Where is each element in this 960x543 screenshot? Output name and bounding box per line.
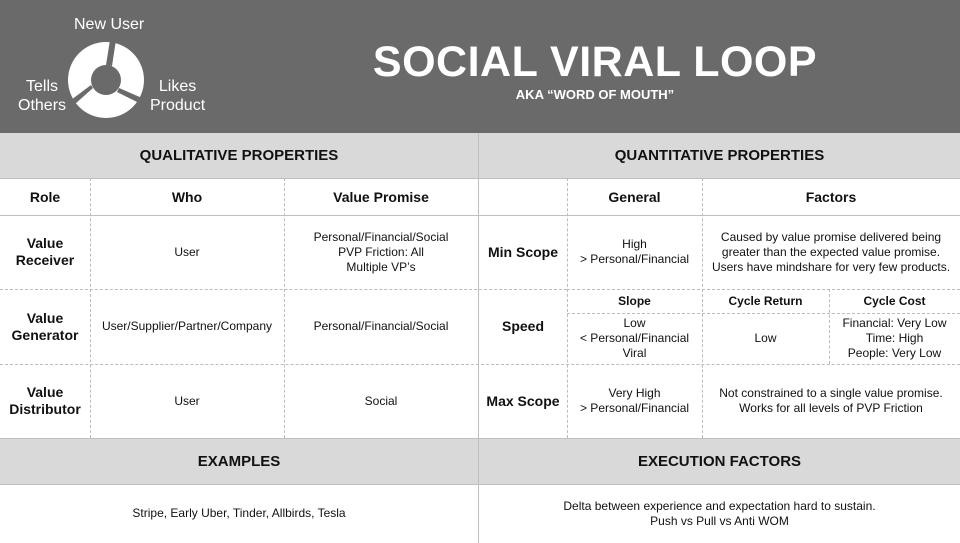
divider-line bbox=[0, 364, 960, 365]
examples-text: Stripe, Early Uber, Tinder, Allbirds, Tesla bbox=[132, 506, 346, 520]
cell-generator-value-promise: Personal/Financial/Social bbox=[313, 319, 449, 333]
row-label-max-scope: Max Scope bbox=[486, 392, 560, 409]
column-divider bbox=[284, 178, 285, 438]
column-divider bbox=[702, 178, 703, 438]
subheader-cycle-return: Cycle Return bbox=[728, 294, 803, 308]
cell-receiver-who: User bbox=[174, 244, 200, 259]
column-header-role: Role bbox=[29, 188, 61, 205]
row-label-value-distributor: Value Distributor bbox=[9, 384, 81, 417]
quantitative-heading: QUANTITATIVE PROPERTIES bbox=[479, 133, 960, 178]
divider-line bbox=[0, 438, 960, 439]
cell-distributor-who: User bbox=[174, 393, 200, 408]
cell-receiver-value-promise: Personal/Financial/Social PVP Friction: All Multiple VP’s bbox=[313, 229, 449, 274]
divider-line bbox=[0, 484, 960, 485]
cycle-arrows-icon bbox=[66, 40, 146, 120]
execution-factors-text: Delta between experience and expectation hard to sustain. Push vs Pull vs Anti WOM bbox=[563, 498, 876, 528]
divider-line bbox=[567, 289, 960, 290]
loop-label-likes-product: Likes Product bbox=[150, 78, 206, 114]
column-divider bbox=[829, 289, 830, 364]
column-header-who: Who bbox=[171, 188, 203, 205]
row-label-speed: Speed bbox=[501, 318, 544, 334]
header-banner bbox=[0, 0, 960, 133]
center-divider bbox=[478, 133, 479, 543]
page-subtitle: AKA “WORD OF MOUTH” bbox=[515, 87, 675, 102]
cell-max-scope-general: Very High > Personal/Financial bbox=[579, 386, 690, 415]
divider-line bbox=[567, 313, 960, 314]
row-label-value-generator: Value Generator bbox=[11, 309, 79, 343]
subheader-cycle-cost: Cycle Cost bbox=[863, 294, 926, 308]
column-header-general: General bbox=[608, 188, 661, 205]
cell-distributor-value-promise: Social bbox=[364, 393, 398, 408]
column-divider bbox=[567, 178, 568, 438]
loop-label-tells-others: Tells Others bbox=[18, 78, 67, 114]
subheader-slope: Slope bbox=[618, 294, 651, 308]
qualitative-heading: QUALITATIVE PROPERTIES bbox=[0, 133, 478, 178]
cell-min-scope-factors: Caused by value promise delivered being greater than the expected value promise. Users have mindshare for very few products. bbox=[711, 229, 951, 274]
column-header-factors: Factors bbox=[805, 188, 857, 205]
cell-min-scope-general: High > Personal/Financial bbox=[579, 237, 690, 266]
column-divider bbox=[90, 178, 91, 438]
page-title: SOCIAL VIRAL LOOP bbox=[372, 38, 818, 86]
execution-factors-heading: EXECUTION FACTORS bbox=[479, 438, 960, 484]
divider-line bbox=[0, 215, 960, 216]
loop-label-new-user: New User bbox=[74, 16, 145, 33]
row-label-value-receiver: Value Receiver bbox=[15, 235, 75, 268]
examples-heading: EXAMPLES bbox=[0, 438, 478, 484]
cell-generator-who: User/Supplier/Partner/Company bbox=[101, 319, 273, 333]
column-header-value-promise: Value Promise bbox=[333, 188, 429, 205]
cell-max-scope-factors: Not constrained to a single value promise. Works for all levels of PVP Friction bbox=[719, 386, 943, 415]
row-label-min-scope: Min Scope bbox=[487, 243, 558, 260]
cell-speed-cycle-return: Low bbox=[754, 331, 777, 345]
cell-speed-slope: Low < Personal/Financial Viral bbox=[579, 316, 690, 360]
cell-speed-cycle-cost: Financial: Very Low Time: High People: Very Low bbox=[842, 316, 947, 360]
divider-line bbox=[0, 178, 960, 179]
